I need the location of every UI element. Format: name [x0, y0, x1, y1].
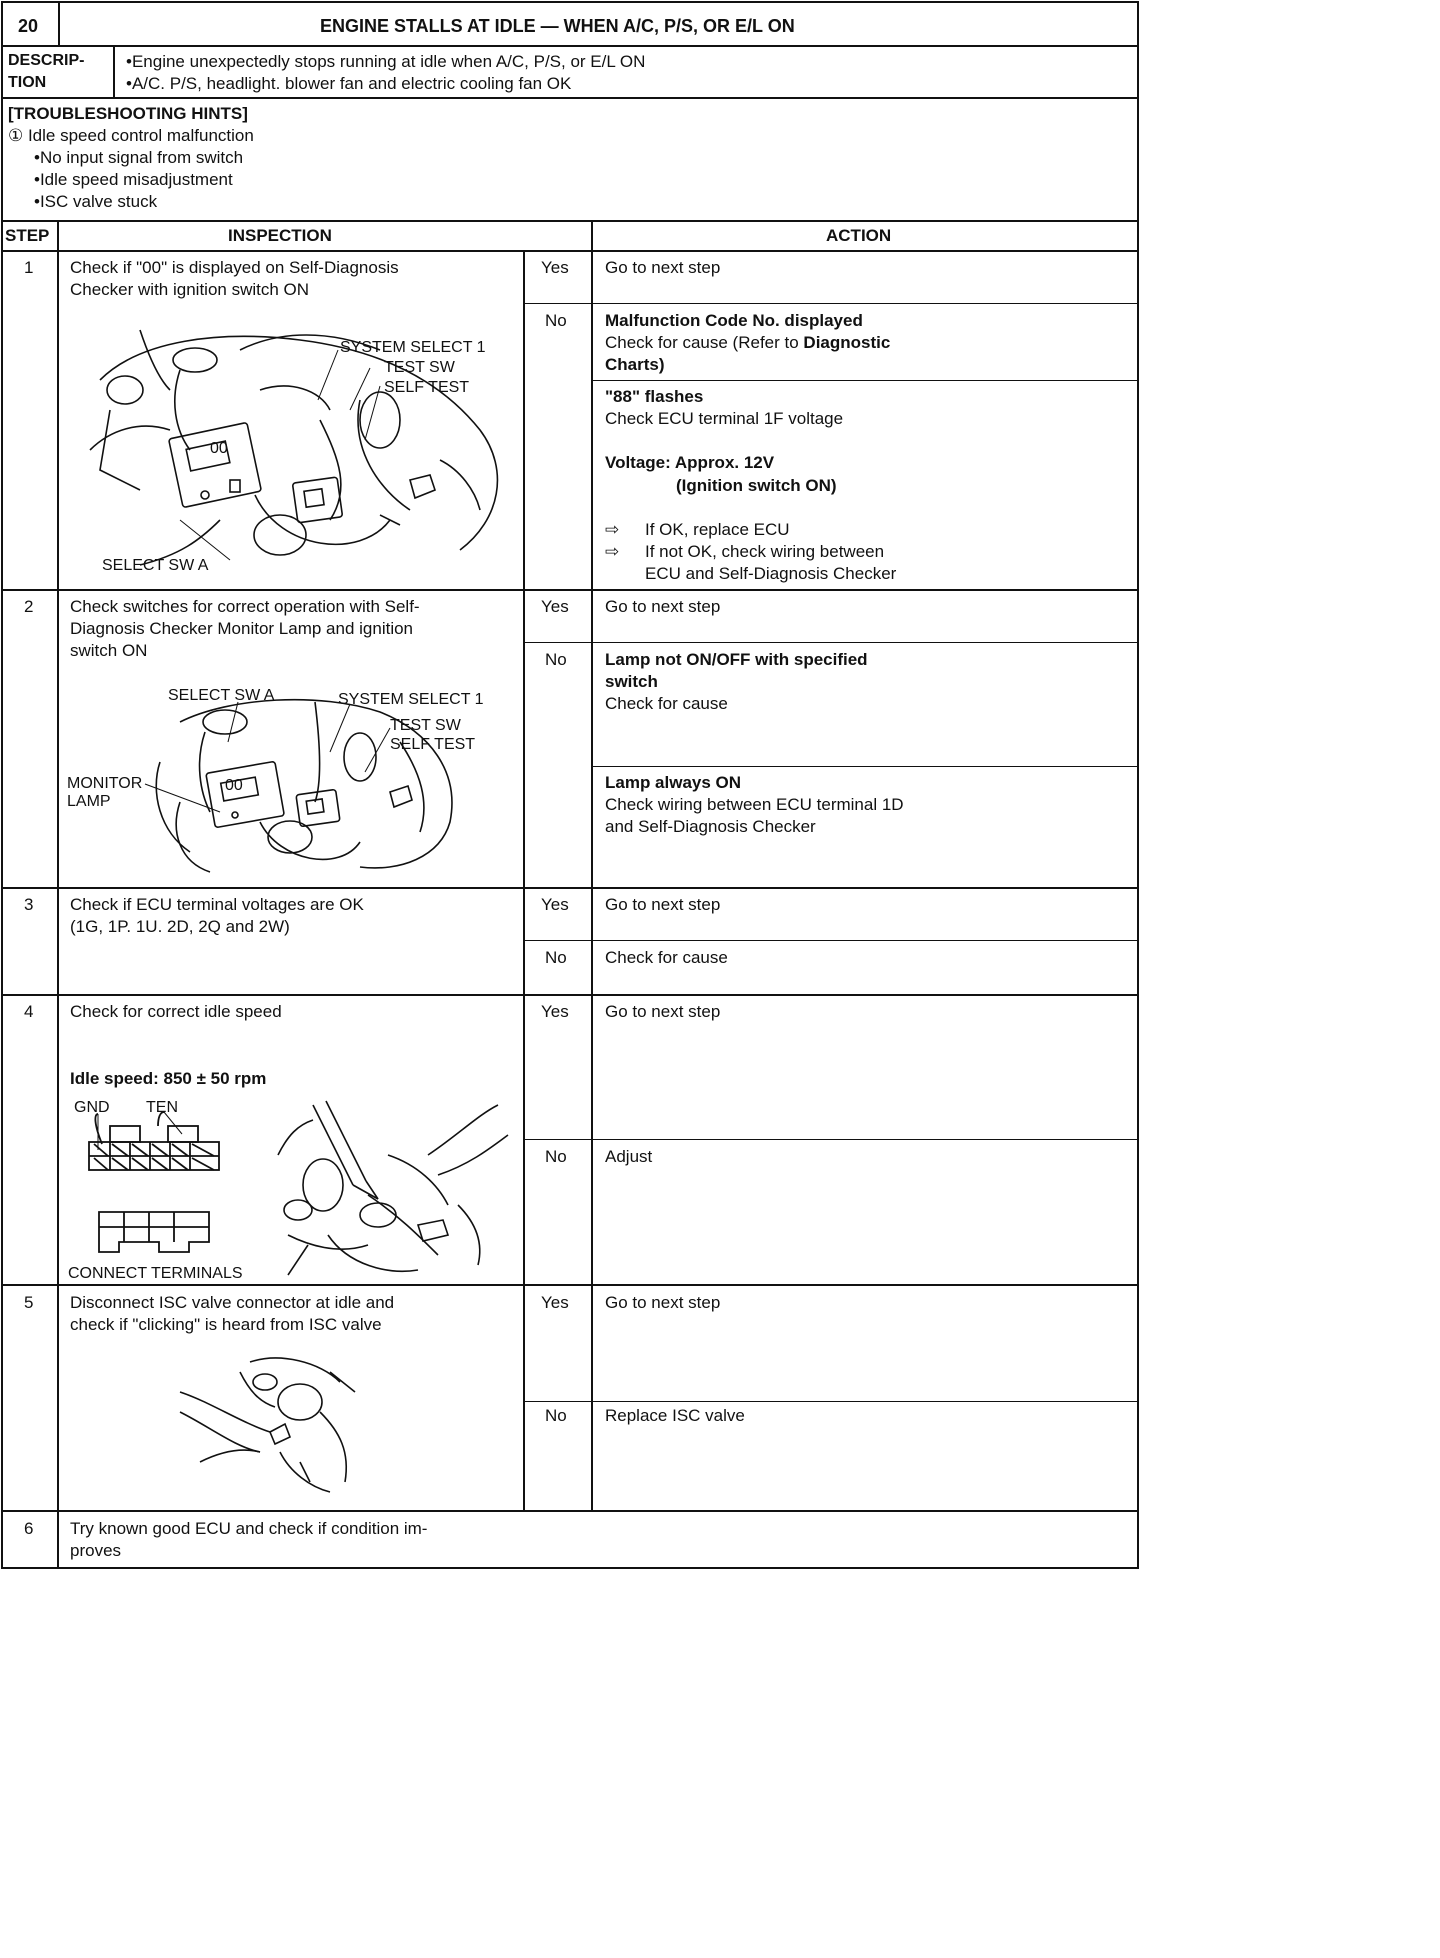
description-line-2: •A/C. P/S, headlight. blower fan and electric cooling fan OK — [126, 74, 572, 93]
label-test-sw: TEST SW — [390, 717, 461, 734]
step-number: 4 — [24, 1002, 34, 1021]
label-system-select: SYSTEM SELECT 1 — [340, 339, 486, 356]
hints-main: ① Idle speed control malfunction — [8, 126, 254, 145]
label-system-select: SYSTEM SELECT 1 — [338, 691, 484, 708]
label-connect-terminals: CONNECT TERMINALS — [68, 1265, 243, 1282]
step-1-no-text-2: Charts) — [605, 355, 665, 374]
step-3-no-action: Check for cause — [605, 948, 728, 967]
checker-display: 00 — [210, 440, 228, 457]
description-label-2: TION — [8, 74, 47, 91]
monitor-lamp-illustration — [60, 682, 520, 882]
step-5-yes-action: Go to next step — [605, 1293, 721, 1312]
step-1-inspection-2: Checker with ignition switch ON — [70, 280, 310, 299]
step-2-always-text-2: and Self-Diagnosis Checker — [605, 817, 816, 836]
step-1-voltage-spec: Voltage: Approx. 12V — [605, 453, 775, 472]
step-1-notok-line-2: ECU and Self-Diagnosis Checker — [645, 564, 897, 583]
hints-title: [TROUBLESHOOTING HINTS] — [8, 104, 248, 123]
label-monitor: MONITOR — [67, 775, 143, 792]
step-number: 5 — [24, 1293, 34, 1312]
step-2-always-text-1: Check wiring between ECU terminal 1D — [605, 795, 904, 814]
label-select-sw: SELECT SW A — [102, 557, 209, 574]
no-label: No — [545, 311, 567, 330]
step-2-no-title-1: Lamp not ON/OFF with specified — [605, 650, 868, 669]
column-inspection: INSPECTION — [228, 226, 332, 245]
step-number: 2 — [24, 597, 34, 616]
arrow-icon: ⇨ — [605, 542, 620, 561]
step-5-no-action: Replace ISC valve — [605, 1406, 745, 1425]
step-number: 6 — [24, 1519, 34, 1538]
step-1-no-text: Check for cause (Refer to Diagnostic — [605, 333, 891, 352]
idle-adjust-illustration — [268, 1095, 518, 1281]
label-gnd: GND — [74, 1099, 110, 1116]
step-5-inspection-1: Disconnect ISC valve connector at idle and — [70, 1293, 395, 1312]
label-self-test: SELF TEST — [384, 379, 470, 396]
procedure-number: 20 — [18, 16, 39, 36]
step-2-yes-action: Go to next step — [605, 597, 721, 616]
step-2-inspection-1: Check switches for correct operation with Self- — [70, 597, 420, 616]
step-number: 1 — [24, 258, 34, 277]
step-2-inspection-3: switch ON — [70, 641, 148, 660]
step-1-no-title: Malfunction Code No. displayed — [605, 311, 863, 330]
description-line-1: •Engine unexpectedly stops running at idle when A/C, P/S, or E/L ON — [126, 52, 646, 71]
hint-item: •Idle speed misadjustment — [34, 170, 233, 189]
yes-label: Yes — [541, 597, 569, 616]
label-ten: TEN — [146, 1099, 178, 1116]
hint-item: •No input signal from switch — [34, 148, 244, 167]
step-2-no-text: Check for cause — [605, 694, 728, 713]
step-4-spec: Idle speed: 850 ± 50 rpm — [70, 1069, 267, 1088]
no-label: No — [545, 1406, 567, 1425]
connector-terminals-diagram — [64, 1094, 264, 1284]
step-4-yes-action: Go to next step — [605, 1002, 721, 1021]
no-label: No — [545, 1147, 567, 1166]
page-title: ENGINE STALLS AT IDLE — WHEN A/C, P/S, OR E/L ON — [320, 16, 795, 36]
label-lamp: LAMP — [67, 793, 111, 810]
label-test-sw: TEST SW — [384, 359, 455, 376]
step-1-inspection-1: Check if "00" is displayed on Self-Diagnosis — [70, 258, 399, 277]
hint-item: •ISC valve stuck — [34, 192, 158, 211]
step-1-yes-action: Go to next step — [605, 258, 721, 277]
no-label: No — [545, 650, 567, 669]
column-step: STEP — [5, 226, 50, 245]
column-action: ACTION — [826, 226, 892, 245]
yes-label: Yes — [541, 258, 569, 277]
step-1-notok-line-1: If not OK, check wiring between — [645, 542, 885, 561]
step-3-yes-action: Go to next step — [605, 895, 721, 914]
step-1-ok-line: If OK, replace ECU — [645, 520, 790, 539]
step-4-inspection-1: Check for correct idle speed — [70, 1002, 282, 1021]
description-label-1: DESCRIP- — [8, 52, 85, 69]
step-4-no-action: Adjust — [605, 1147, 653, 1166]
step-number: 3 — [24, 895, 34, 914]
step-3-inspection-2: (1G, 1P. 1U. 2D, 2Q and 2W) — [70, 917, 290, 936]
self-diagnosis-checker-illustration — [80, 320, 520, 582]
yes-label: Yes — [541, 1293, 569, 1312]
yes-label: Yes — [541, 895, 569, 914]
isc-valve-connector-illustration — [180, 1352, 370, 1502]
step-6-inspection-2: proves — [70, 1541, 122, 1560]
step-2-no-title-2: switch — [605, 672, 658, 691]
step-2-inspection-2: Diagnosis Checker Monitor Lamp and ignition — [70, 619, 414, 638]
step-3-inspection-1: Check if ECU terminal voltages are OK — [70, 895, 364, 914]
label-self-test: SELF TEST — [390, 736, 476, 753]
step-2-always-title: Lamp always ON — [605, 773, 742, 792]
step-1-flash-title: "88" flashes — [605, 387, 704, 406]
checker-display: 00 — [225, 777, 243, 794]
step-1-flash-text: Check ECU terminal 1F voltage — [605, 409, 844, 428]
no-label: No — [545, 948, 567, 967]
step-6-inspection-1: Try known good ECU and check if condition im- — [70, 1519, 428, 1538]
label-select-sw: SELECT SW A — [168, 687, 275, 704]
step-5-inspection-2: check if "clicking" is heard from ISC valve — [70, 1315, 382, 1334]
yes-label: Yes — [541, 1002, 569, 1021]
arrow-icon: ⇨ — [605, 520, 620, 539]
step-1-voltage-condition: (Ignition switch ON) — [676, 476, 837, 495]
